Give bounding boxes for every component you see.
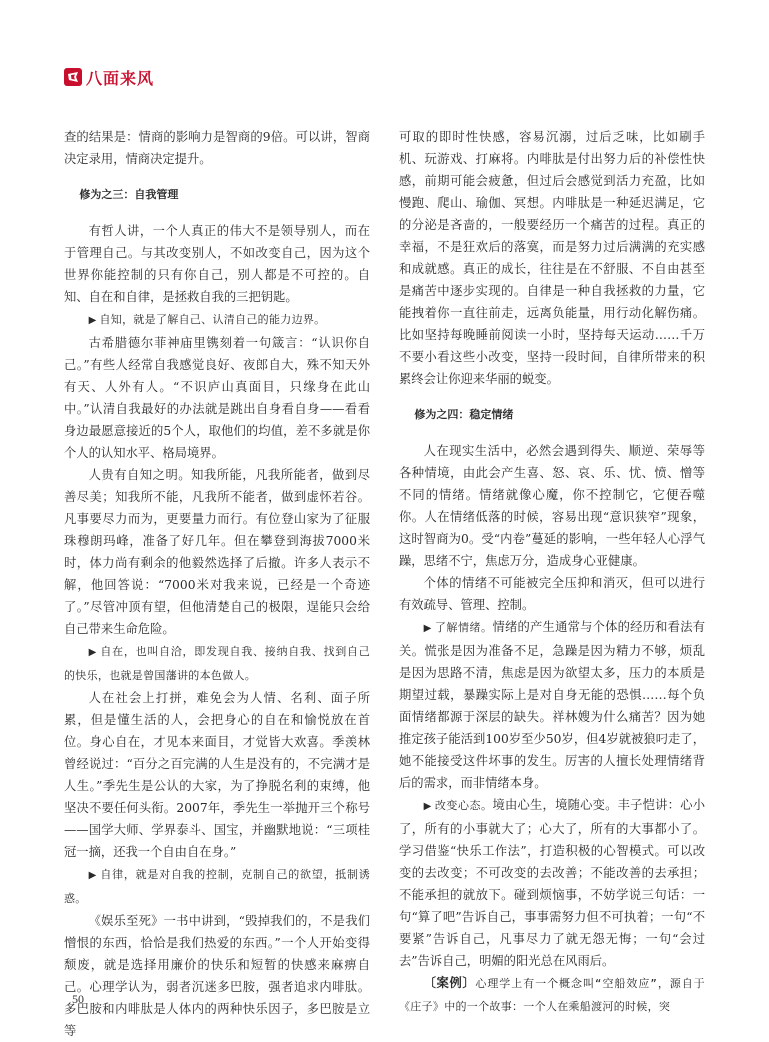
column-title: 八面来风 bbox=[86, 68, 155, 88]
point-change-mindset bbox=[399, 794, 705, 972]
paragraph: 查的结果是：情商的影响力是智商的9倍。可以讲，智商决定录用，情商决定提升。 bbox=[64, 130, 370, 166]
point-body: 情绪的产生通常与个体的经历和看法有关。慌张是因为准备不足，急躁是因为精力不够，烦乱是因为思路不清，焦虑是因为欲望太多，压力的本质是期望过载，暴躁实际上是对自身无能的恐惧……每个负面情绪都源于深层的缺失。祥林嫂为什么痛苦？因为她推定孩子能活到100岁至少50岁，但4岁就被狼叼走了，她不能接受这件坏事的发生。厉害的人擅长处理情绪背后的需求，而非情绪本身。 bbox=[399, 620, 706, 790]
triangle-bullet-icon: ▶ bbox=[423, 801, 435, 812]
point-title: 改变心态。 bbox=[434, 799, 493, 812]
right-column bbox=[399, 126, 705, 1018]
paragraph: 人在现实生活中，必然会遇到得失、顺逆、荣辱等各种情境，由此会产生喜、怒、哀、乐、忧、愤、憎等不同的情绪。情绪就像心魔，你不控制它，它便吞噬你。人在情绪低落的时候，容易出现“意识狭窄”现象，这时智商为0。受“内卷”蔓延的影响，一些年轻人心浮气躁，思绪不宁，焦虑万分，造成身心亚健康。 bbox=[399, 444, 705, 568]
paragraph: 人贵有自知之明。知我所能，凡我所能者，做到尽善尽美；知我所不能，凡我所不能者，做到虚怀若谷。凡事要尽力而为，更要量力而行。有位登山家为了征服珠穆朗玛峰，准备了好几年。但在攀登到海拔7000米时，体力尚有剩余的他毅然选择了后撤。许多人表示不解，他回答说：“7000米对我来说，已经是一个奇迹了。”尽管冲顶有望，但他清楚自己的极限，逞能只会给自己带来生命危险。 bbox=[64, 468, 370, 636]
triangle-bullet-icon: ▶ bbox=[423, 623, 435, 634]
point-understand-emotions bbox=[399, 616, 705, 794]
case-label: 〔案例〕 bbox=[423, 975, 476, 990]
paragraph: 可取的即时性快感，容易沉溺，过后乏味，比如刷手机、玩游戏、打麻将。内啡肽是付出努力后的补偿性快感，前期可能会疲惫，但过后会感觉到活力充盈，比如慢跑、爬山、瑜伽、冥想。内啡肽是一种延迟满足，它的分泌是吝啬的，一般要经历一个痛苦的过程。真正的幸福，不是狂欢后的落寞，而是努力过后满满的充实感和成就感。真正的成长，往往是在不舒服、不自由甚至是痛苦中逐步实现的。自律是一种自我拯救的力量，它能拽着你一直往前走，远离负能量，用行动化解伤痛。比如坚持每晚睡前阅读一小时，坚持每天运动……千万不要小看这些小改变，坚持一段时间，自律所带来的积累终会让你迎来华丽的蜕变。 bbox=[399, 130, 705, 386]
case-text: 心理学上有一个概念叫“空船效应”，源自于《庄子》中的一个故事：一个人在乘船渡河的时候，突 bbox=[399, 977, 705, 1013]
triangle-bullet-icon: ▶ bbox=[88, 315, 100, 326]
paragraph: 古希腊德尔菲神庙里镌刻着一句箴言：“认识你自己。”有些人经常自我感觉良好、夜郎自大，殊不知天外有天、人外有人。“不识庐山真面目，只缘身在此山中。”认清自我最好的办法就是跳出自身看自身——看看身边最愿意接近的5个人，取他们的均值，差不多就是你个人的认知水平、格局境界。 bbox=[64, 336, 370, 460]
page-number: 50 bbox=[72, 992, 84, 1006]
point-self-ease bbox=[64, 640, 370, 687]
left-column bbox=[64, 126, 370, 1042]
point-body: 境由心生，境随心变。丰子恺讲：心小了，所有的小事就大了；心大了，所有的大事都小了。学习借鉴“快乐工作法”，打造积极的心智模式。可以改变的去改变；不可改变的去改善；不能改善的去承担；不能承担的就放下。碰到烦恼事，不妨学说三句话：一句“算了吧”告诉自己，事事需努力但不可执着；一句“不要紧”告诉自己，凡事尽力了就无怨无悔；一句“会过去”告诉自己，明媚的阳光总在风雨后。 bbox=[399, 798, 706, 968]
point-text: 自知，就是了解自己、认清自己的能力边界。 bbox=[99, 313, 326, 326]
section-heading-self-management: 修为之三：自我管理 bbox=[79, 188, 179, 201]
point-self-knowledge bbox=[64, 308, 370, 332]
point-title: 了解情绪。 bbox=[434, 621, 493, 634]
logo-icon bbox=[64, 68, 82, 86]
point-self-discipline bbox=[64, 863, 370, 910]
paragraph: 有哲人讲，一个人真正的伟大不是领导别人，而在于管理自己。与其改变别人，不如改变自己，因为这个世界你能控制的只有你自己，别人都是不可控的。自知、自在和自律，是拯救自我的三把钥匙。 bbox=[64, 224, 370, 304]
point-text: 自在，也叫自洽，即发现自我、接纳自我、找到自己的快乐，也就是曾国藩讲的本色做人。 bbox=[64, 645, 370, 682]
magazine-column-logo bbox=[64, 66, 154, 88]
paragraph: 个体的情绪不可能被完全压抑和消灭，但可以进行有效疏导、管理、控制。 bbox=[399, 576, 705, 612]
paragraph: 人在社会上打拼，难免会为人情、名利、面子所累，但是懂生活的人，会把身心的自在和愉悦放在首位。身心自在，才见本来面目，才觉皆大欢喜。季羡林曾经说过：“百分之百完满的人生是没有的，不完满才是人生。”季先生是公认的大家，为了挣脱名利的束缚，他坚决不要任何头衔。2007年，季先生一举抛开三个称号——国学大师、学界泰斗、国宝，并幽默地说：“三项桂冠一摘，还我一个自由自在身。” bbox=[64, 691, 370, 859]
paragraph: 《娱乐至死》一书中讲到，“毁掉我们的，不是我们憎恨的东西，恰恰是我们热爱的东西。”一个人开始变得颓废，就是选择用廉价的快乐和短暂的快感来麻痹自己。心理学认为，弱者沉迷多巴胺，强者追求内啡肽。多巴胺和内啡肽是人体内的两种快乐因子，多巴胺是立等 bbox=[64, 914, 370, 1038]
point-text: 自律，就是对自我的控制，克制自己的欲望，抵制诱惑。 bbox=[64, 868, 370, 905]
section-heading-stable-emotions: 修为之四：稳定情绪 bbox=[414, 408, 514, 421]
triangle-bullet-icon: ▶ bbox=[88, 870, 101, 881]
triangle-bullet-icon: ▶ bbox=[88, 647, 101, 658]
case-paragraph bbox=[399, 972, 705, 1018]
